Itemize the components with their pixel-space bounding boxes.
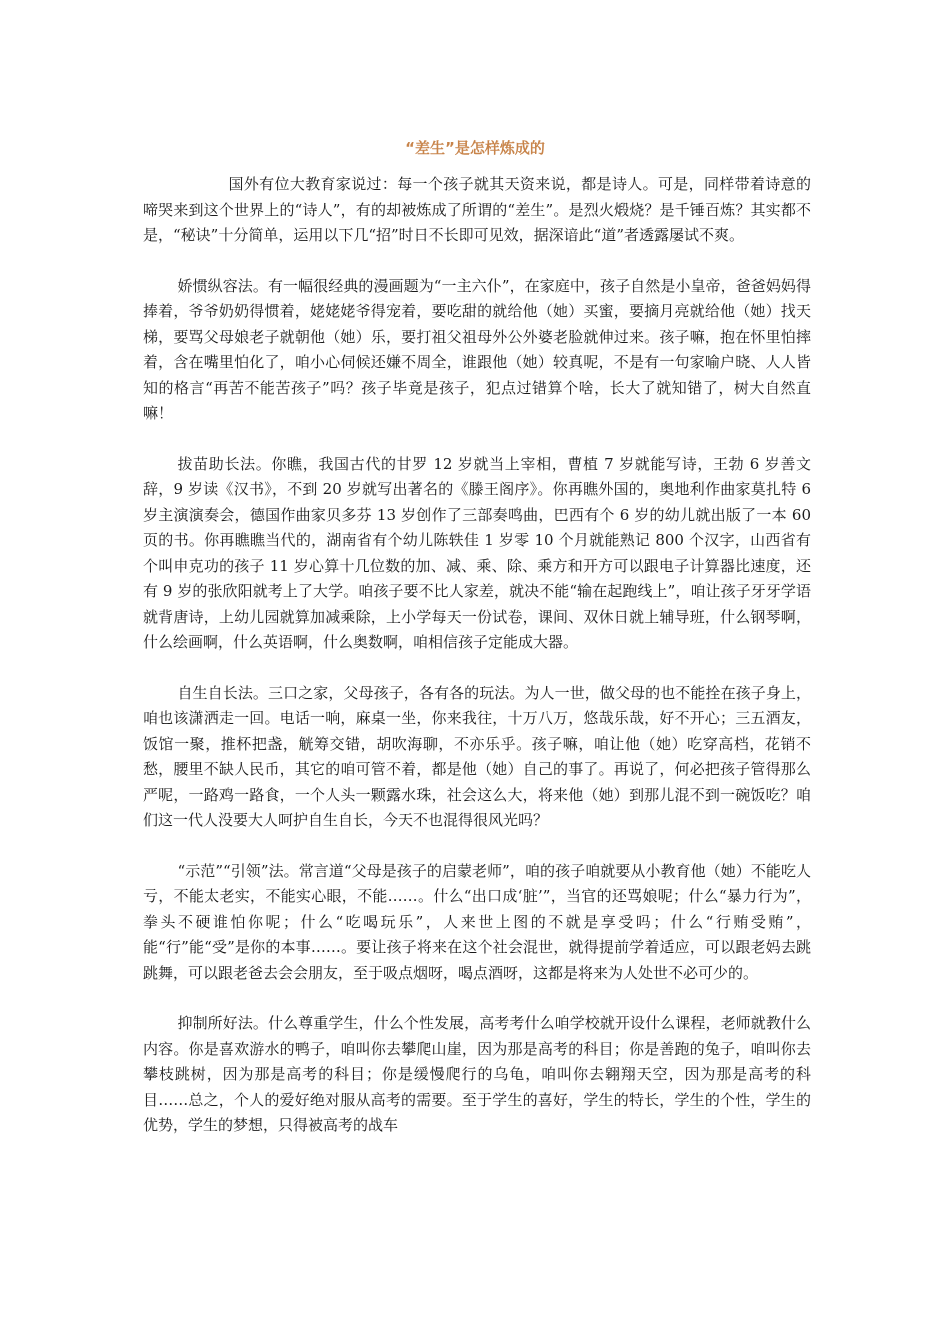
paragraph-demonstration: “示范”“引领”法。常言道“父母是孩子的启蒙老师”，咱的孩子咱就要从小教育他（她）不能吃人亏，不能太老实，不能实心眼，不能……。什么“出口成‘脏’”，当官的还骂娘呢；什么“暴力行为”，拳头不硬谁怕你呢；什么“吃喝玩乐”，人来世上图的不就是享受吗；什么“行贿受贿”，能“行”能“受”是你的本事……。要让孩子将来在这个社会混世，就得提前学着适应，可以跟老妈去跳跳舞，可以跟老爸去会会朋友，至于吸点烟呀，喝点酒呀，这都是将来为人处世不必可少的。 xyxy=(143,861,811,982)
document-title: “差生”是怎样炼成的 xyxy=(405,139,545,157)
paragraph-intro: 国外有位大教育家说过：每一个孩子就其天资来说，都是诗人。可是，同样带着诗意的啼哭来到这个世界上的“诗人”，有的却被炼成了所谓的“差生”。是烈火煅烧？是千锤百炼？其实都不是，“秘诀”十分简单，运用以下几“招”时日不长即可见效，据深谙此“道”者透露屡试不爽。 xyxy=(143,175,811,244)
document-body xyxy=(143,172,811,1164)
paragraph-suppression: 抑制所好法。什么尊重学生，什么个性发展，高考考什么咱学校就开设什么课程，老师就教什么内容。你是喜欢游水的鸭子，咱叫你去攀爬山崖，因为那是高考的科目；你是善跑的兔子，咱叫你去攀枝跳树，因为那是高考的科目；你是缓慢爬行的乌龟，咱叫你去翱翔天空，因为那是高考的科目……总之，个人的爱好绝对服从高考的需要。至于学生的喜好，学生的特长，学生的个性，学生的优势，学生的梦想，只得被高考的战车 xyxy=(143,1014,811,1134)
paragraph-forcing-growth: 拔苗助长法。你瞧，我国古代的甘罗 12 岁就当上宰相，曹植 7 岁就能写诗，王勃 6 岁善文辞，9 岁读《汉书》，不到 20 岁就写出著名的《滕王阁序》。你再瞧外国的，奥地利作曲家莫扎特 6 岁主演演奏会，德国作曲家贝多芬 13 岁创作了三部奏鸣曲，巴西有个 6 岁的幼儿就出版了一本 60 页的书。你再瞧瞧当代的，湖南省有个幼儿陈轶佳 1 岁零 10 个月就能熟记 800 个汉字，山西省有个叫申克功的孩子 11 岁心算十几位数的加、减、乘、除、乘方和开方可以跟电子计算器比速度，还有 9 岁的张欣阳就考上了大学。咱孩子要不比人家差，就决不能“输在起跑线上”，咱让孩子牙牙学语就背唐诗，上幼儿园就算加减乘除，上小学每天一份试卷，课间、双休日就上辅导班，什么钢琴啊，什么绘画啊，什么英语啊，什么奥数啊，咱相信孩子定能成大器。 xyxy=(143,454,811,651)
paragraph-indulgence: 娇惯纵容法。有一幅很经典的漫画题为“一主六仆”，在家庭中，孩子自然是小皇帝，爸爸妈妈得捧着，爷爷奶奶得惯着，姥姥姥爷得宠着，要吃甜的就给他（她）买蜜，要摘月亮就给他（她）找天梯，要骂父母娘老子就朝他（她）乐，要打祖父祖母外公外婆老脸就伸过来。孩子嘛，抱在怀里怕摔着，含在嘴里怕化了，咱小心伺候还嫌不周全，谁跟他（她）较真呢，不是有一句家喻户晓、人人皆知的格言“再苦不能苦孩子”吗？孩子毕竟是孩子，犯点过错算个啥，长大了就知错了，树大自然直嘛！ xyxy=(143,276,811,422)
paragraph-self-growth: 自生自长法。三口之家，父母孩子，各有各的玩法。为人一世，做父母的也不能拴在孩子身上，咱也该潇洒走一回。电话一响，麻桌一坐，你来我往，十万八万，悠哉乐哉，好不开心；三五酒友，饭馆一聚，推杯把盏，觥筹交错，胡吹海聊，不亦乐乎。孩子嘛，咱让他（她）吃穿高档，花销不愁，腰里不缺人民币，其它的咱可管不着，都是他（她）自己的事了。再说了，何必把孩子管得那么严呢，一路鸡一路食，一个人头一颗露水珠，社会这么大，将来他（她）到那儿混不到一碗饭吃？咱们这一代人没要大人呵护自生自长，今天不也混得很风光吗？ xyxy=(143,683,811,829)
